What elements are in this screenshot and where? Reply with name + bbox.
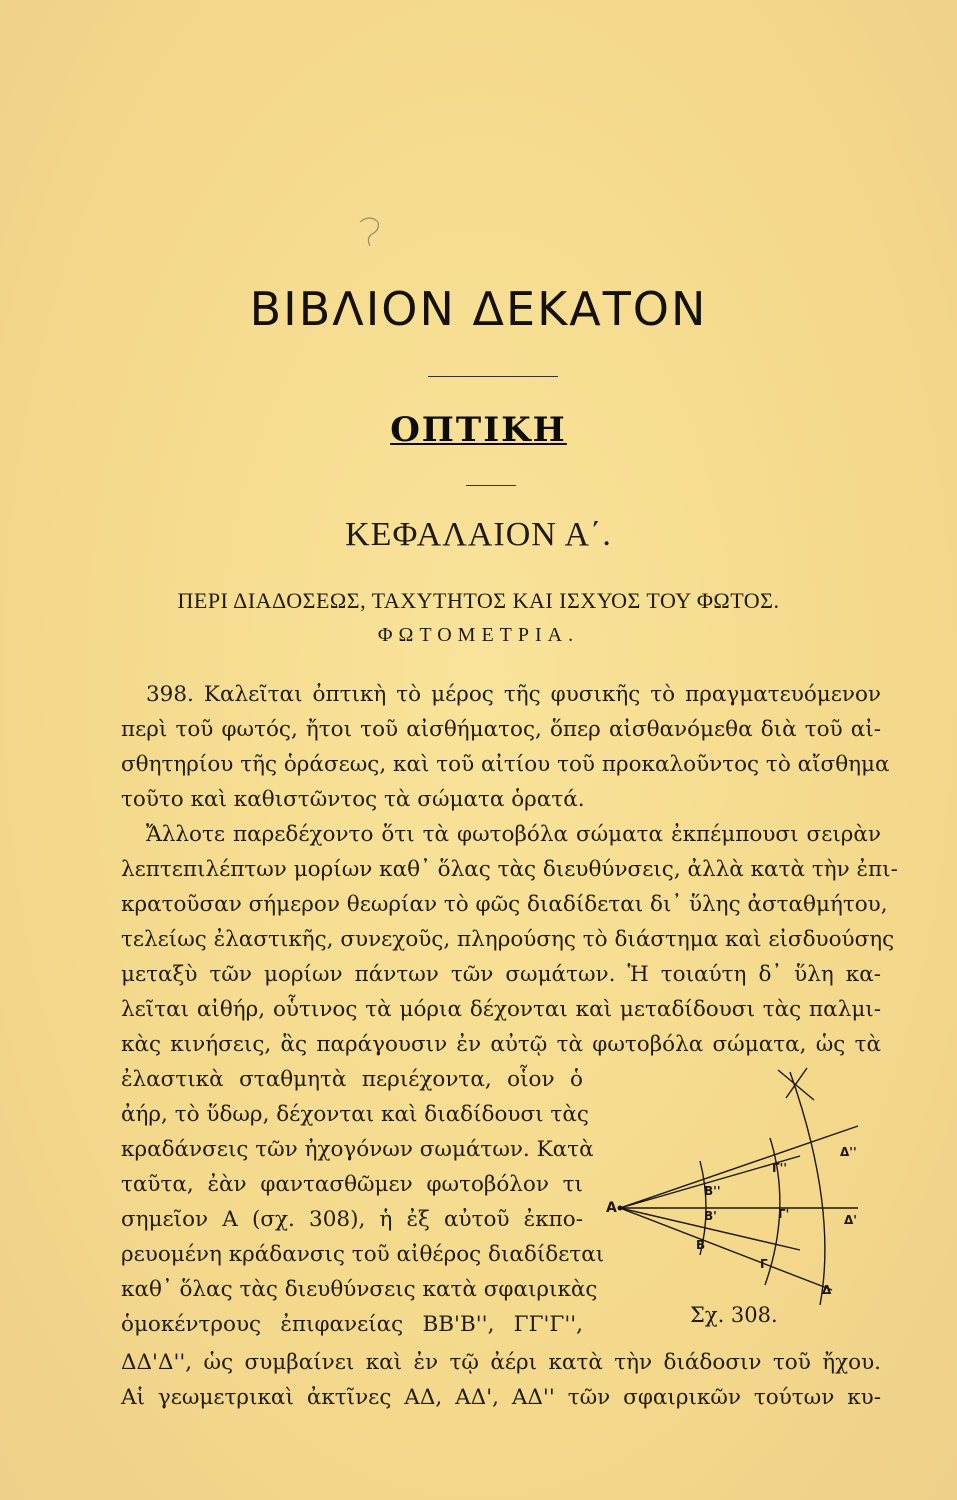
text-line: Ἄλλοτε παρεδέχοντο ὅτι τὰ φωτοβόλα σώματα ἐκπέμπουσι σειρὰν: [146, 822, 881, 847]
label-d: Δ: [822, 1283, 832, 1297]
text-line: σημεῖον Α (σχ. 308), ἡ ἐξ αὐτοῦ ἐκπο-: [121, 1207, 583, 1232]
text-line: σθητηρίου τῆς ὁράσεως, καὶ τοῦ αἰτίου τοῦ προκαλοῦντος τὸ αἴσθημα: [121, 752, 890, 777]
text-line: κρατοῦσαν σήμερον θεωρίαν τὸ φῶς διαδίδεται δι᾽ ὕλης ἀσταθμήτου,: [121, 892, 888, 917]
text-line: τελείως ἐλαστικῆς, συνεχοῦς, πληρούσης τὸ διάστημα καὶ εἰσδυούσης: [121, 927, 895, 952]
label-b1: B': [704, 1209, 717, 1223]
label-b: B: [696, 1238, 706, 1252]
text-line: ἐλαστικὰ σταθμητὰ περιέχοντα, οἷον ὁ: [121, 1067, 583, 1092]
text-line: μεταξὺ τῶν μορίων πάντων τῶν σωμάτων. Ἡ τοιαύτη δ᾽ ὕλη κα-: [121, 962, 881, 987]
source-point-a: [618, 1206, 623, 1211]
text-line: καθ᾽ ὅλας τὰς διευθύνσεις κατὰ σφαιρικὰς: [121, 1277, 598, 1302]
text-line: λεπτεπιλέπτων μορίων καθ᾽ ὅλας τὰς διευθύνσεις, ἀλλὰ κατὰ τὴν ἐπι-: [121, 857, 898, 882]
text-line: ρευομένη κράδανσις τοῦ αἰθέρος διαδίδεται: [121, 1242, 605, 1267]
chapter-subtitle: ΠΕΡΙ ΔΙΑΔΟΣΕΩΣ, ΤΑΧΥΤΗΤΟΣ ΚΑΙ ΙΣΧΥΟΣ ΤΟΥ ΦΩΤΟΣ.: [177, 588, 780, 613]
pencil-mark-icon: [356, 212, 386, 252]
text-line: περὶ τοῦ φωτός, ἤτοι τοῦ αἰσθήματος, ὅπερ αἰσθανόμεθα διὰ τοῦ αἰ-: [121, 717, 881, 742]
label-g: Γ: [760, 1257, 768, 1271]
divider-middle: [466, 485, 516, 486]
text-line: τοῦτο καὶ καθιστῶντος τὰ σώματα ὁρατά.: [121, 787, 585, 812]
ray-ad: [620, 1208, 832, 1290]
text-line: ἀήρ, τὸ ὕδωρ, δέχονται καὶ διαδίδουσι τὰς: [121, 1102, 589, 1127]
book-title: ΒΙΒΛΙΟΝ ΔΕΚΑΤΟΝ: [249, 282, 708, 336]
figure-caption: Σχ. 308.: [690, 1303, 778, 1327]
text-line: λεῖται αἰθήρ, οὗτινος τὰ μόρια δέχονται καὶ μεταδίδουσι τὰς παλμι-: [121, 997, 881, 1022]
text-line: 398. Καλεῖται ὀπτικὴ τὸ μέρος τῆς φυσικῆς τὸ πραγματευόμενον: [146, 682, 881, 707]
text-line: κραδάνσεις τῶν ἠχογόνων σωμάτων. Κατὰ: [121, 1137, 594, 1162]
text-line: κὰς κινήσεις, ἃς παράγουσιν ἐν αὐτῷ τὰ φωτοβόλα σώματα, ὡς τὰ: [121, 1032, 881, 1057]
ray-ad2: [620, 1126, 858, 1208]
text-line: ΔΔ'Δ'', ὡς συμβαίνει καὶ ἐν τῷ ἀέρι κατὰ τὴν διάδοσιν τοῦ ἤχου.: [121, 1350, 881, 1375]
chapter-subtitle-photometry: ΦΩΤΟΜΕΤΡΙΑ.: [377, 624, 580, 646]
figure-308-diagram: [600, 1060, 900, 1340]
label-g2: Γ'': [772, 1161, 787, 1175]
label-d2: Δ'': [840, 1145, 857, 1159]
text-line: ὁμοκέντρους ἐπιφανείας ΒΒ'Β'', ΓΓ'Γ'',: [121, 1312, 583, 1337]
text-line: ταῦτα, ἐὰν φαντασθῶμεν φωτοβόλον τι: [121, 1172, 583, 1197]
wavefront-d: [790, 1072, 825, 1305]
text-line: Αἱ γεωμετρικαὶ ἀκτῖνες ΑΔ, ΑΔ', ΑΔ'' τῶν σφαιρικῶν τούτων κυ-: [121, 1385, 881, 1410]
label-d1: Δ': [844, 1213, 857, 1227]
label-g1: Γ': [778, 1207, 790, 1221]
chapter-heading: ΚΕΦΑΛΑΙΟΝ Α΄.: [345, 516, 612, 553]
divider-top: [428, 376, 558, 377]
subject-title: ΟΠΤΙΚΗ: [390, 410, 567, 450]
label-a: A: [606, 1200, 617, 1216]
label-b2: B'': [704, 1184, 721, 1198]
